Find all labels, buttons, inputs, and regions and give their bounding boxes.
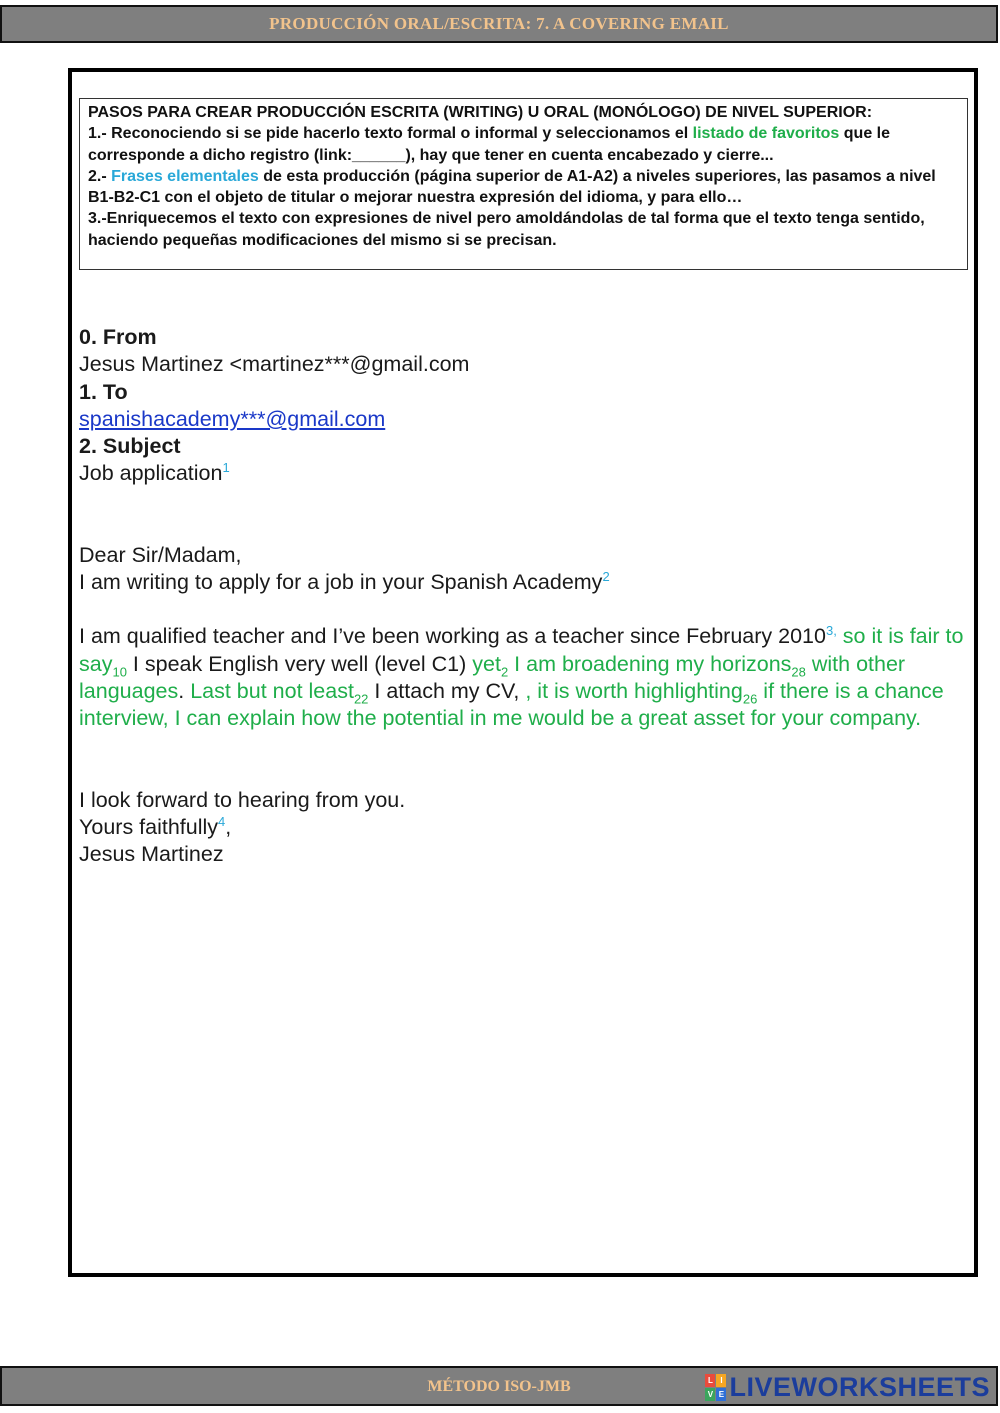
signature: Jesus Martinez <box>79 842 224 867</box>
body-text: . <box>178 678 191 703</box>
expression-number: 10 <box>112 663 127 679</box>
header-bar <box>0 5 998 43</box>
favorites-list-link[interactable]: listado de favoritos <box>692 125 840 143</box>
logo-letter: I <box>716 1374 726 1387</box>
subject-label: 2. Subject <box>79 434 181 459</box>
steps-heading: PASOS PARA CREAR PRODUCCIÓN ESCRITA (WRITING) U ORAL (MONÓLOGO) DE NIVEL SUPERIOR: <box>88 104 873 121</box>
expression-highlight: Last but not least <box>190 678 354 703</box>
logo-letter: V <box>705 1388 715 1401</box>
expression-number: 22 <box>353 691 369 707</box>
expression-highlight: I am broadening my horizons <box>508 651 792 676</box>
step-1 <box>88 123 959 166</box>
footer-bar <box>0 1366 998 1406</box>
liveworksheets-wordmark: LIVEWORKSHEETS <box>729 1372 990 1402</box>
expression-highlight: with other languages <box>79 651 906 703</box>
method-label: MÉTODO ISO-JMB <box>427 1378 571 1395</box>
closing-line: I look forward to hearing from you. <box>79 787 406 812</box>
sign-off-text: Yours faithfully <box>79 814 219 839</box>
to-label: 1. To <box>79 379 128 404</box>
page-title: PRODUCCIÓN ORAL/ESCRITA: 7. A COVERING EMAIL <box>269 14 729 33</box>
greeting: Dear Sir/Madam, <box>79 542 242 567</box>
step-3: 3.-Enriquecemos el texto con expresiones de nivel pero amoldándolas de tal forma que el texto tenga sentido, haciendo pequeñas modificaciones del mismo si se precisan. <box>88 210 925 249</box>
step-1-text: 1.- Reconociendo si se pide hacerlo texto formal o informal y seleccionamos el <box>88 125 693 143</box>
intro-text: I am writing to apply for a job in your Spanish Academy <box>79 570 603 595</box>
logo-letter: L <box>705 1374 715 1387</box>
expression-number: 26 <box>742 691 758 707</box>
expression-highlight: if there is a chance interview, I can explain how the potential in me would be a great asset for your company. <box>79 678 944 731</box>
body-paragraph <box>79 623 974 732</box>
logo-letter: E <box>716 1388 726 1401</box>
expression-highlight: so it is fair to say <box>79 624 964 676</box>
intro-line <box>79 569 974 596</box>
from-label: 0. From <box>79 325 157 349</box>
expression-number: 28 <box>791 663 806 679</box>
email-content <box>79 324 974 868</box>
liveworksheets-logo-icon <box>705 1374 726 1401</box>
step-2 <box>88 166 959 209</box>
elementary-phrases-link[interactable]: Frases elementales <box>111 167 259 185</box>
expression-highlight: , it is worth highlighting <box>525 678 743 703</box>
sign-off <box>79 814 974 841</box>
body-text: I speak English very well (level C1) <box>126 651 473 676</box>
sign-off-comma: , <box>225 814 232 839</box>
step-2-text: de esta producción (página superior de A1-A2) a niveles superiores, las pasamos a nivel B1-B2-C1 con el objeto de titular o mejorar nuestra expresión del idioma, y para ello… <box>88 167 936 207</box>
liveworksheets-brand[interactable] <box>705 1372 990 1403</box>
step-2-number: 2.- <box>88 167 112 185</box>
expression-number: 2 <box>500 663 509 679</box>
note-marker: 3, <box>825 623 837 639</box>
subject-value: Job application <box>79 461 223 486</box>
step-1-text-end: que le corresponde a dicho registro (link:______), hay que tener en cuenta encabezado y cierre... <box>88 125 891 164</box>
to-email-link[interactable]: spanishacademy***@gmail.com <box>79 406 386 431</box>
note-marker: 2 <box>602 568 610 584</box>
from-value: Jesus Martinez <martinez***@gmail.com <box>79 352 470 377</box>
subject-line <box>79 460 974 487</box>
body-text: I am qualified teacher and I’ve been working as a teacher since February 2010 <box>79 624 826 649</box>
steps-box <box>79 98 968 270</box>
expression-highlight: yet <box>472 651 501 676</box>
note-marker: 4 <box>218 813 226 829</box>
note-marker: 1 <box>222 460 230 476</box>
body-text: I attach my CV, <box>368 678 526 703</box>
